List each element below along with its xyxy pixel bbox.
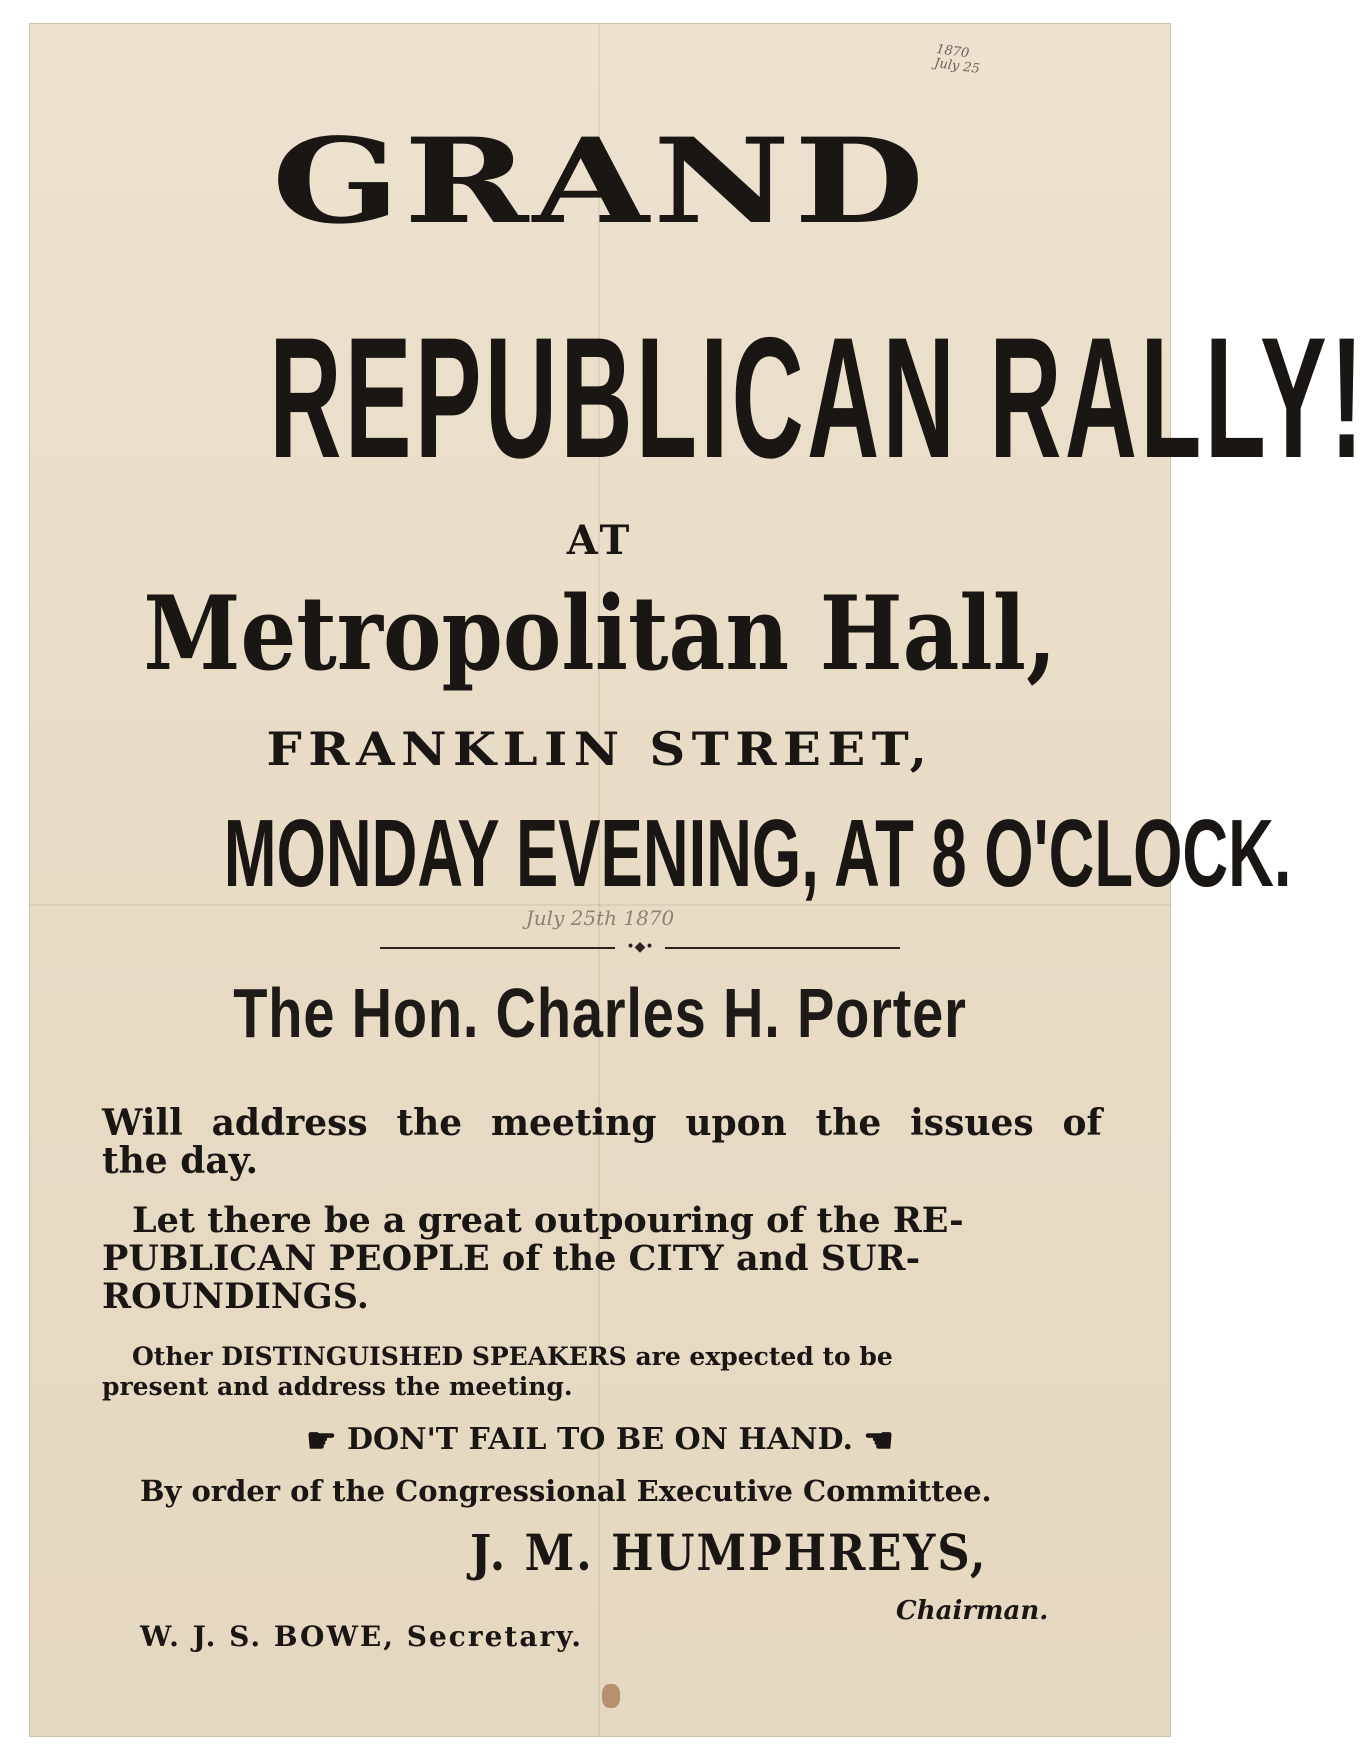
paragraph-address-line-2: the day. [102,1140,259,1182]
corner-note-date: July 25 [933,55,981,78]
secretary-signature: W. J. S. BOWE, Secretary. [140,1620,584,1653]
word: upon [685,1102,787,1144]
paragraph-speakers-line-2: present and address the meeting. [102,1372,573,1401]
headline-grand: GRAND [271,112,929,251]
pointing-hand-right-icon: ☛ [306,1421,337,1461]
paragraph-address [102,1104,1102,1180]
event-time: MONDAY EVENING, AT 8 O'CLOCK. [223,800,1292,907]
paragraph-address-line-1 [102,1104,1102,1142]
paragraph-outpouring-line-2: PUBLICAN PEOPLE of the CITY and SUR- [102,1238,921,1279]
chairman-title: Chairman. [896,1596,1049,1626]
corner-handwritten-note [933,43,982,77]
headline-republican-rally: REPUBLICAN RALLY! [269,302,1367,494]
word: of [1062,1102,1102,1144]
paragraph-outpouring-line-3: ROUNDINGS. [102,1276,369,1317]
dont-fail-text: DON'T FAIL TO BE ON HAND. [347,1422,853,1457]
committee-order-line: By order of the Congressional Executive Committee. [140,1474,992,1508]
chairman-name: J. M. HUMPHREYS, [470,1523,988,1582]
ornamental-divider [380,941,900,955]
pencil-date-annotation: July 25th 1870 [525,906,675,930]
word: address [211,1102,368,1144]
word: the [815,1102,882,1144]
at-label: AT [566,517,634,564]
corner-note-year: 1870 [935,41,971,62]
speaker-name: The Hon. Charles H. Porter [233,974,967,1052]
dont-fail-line [30,1422,1170,1459]
word: the [396,1102,463,1144]
word: Will [102,1102,183,1144]
word: issues [910,1102,1034,1144]
venue-name: Metropolitan Hall, [143,574,1057,694]
paragraph-outpouring-line-1: Let there be a great outpouring of the RE- [132,1200,964,1241]
paragraph-outpouring [102,1202,1102,1316]
paragraph-speakers-line-1: Other DISTINGUISHED SPEAKERS are expected to be [132,1342,893,1371]
divider-rule-right [665,947,900,949]
venue-street: FRANKLIN STREET, [266,722,934,776]
poster-sheet [30,24,1367,1736]
divider-ornament: •◆• [626,939,654,955]
pointing-hand-left-icon: ☚ [863,1421,894,1461]
word: meeting [490,1102,657,1144]
paragraph-speakers [102,1342,1102,1402]
divider-rule-left [380,947,615,949]
paper-stain [602,1684,620,1708]
